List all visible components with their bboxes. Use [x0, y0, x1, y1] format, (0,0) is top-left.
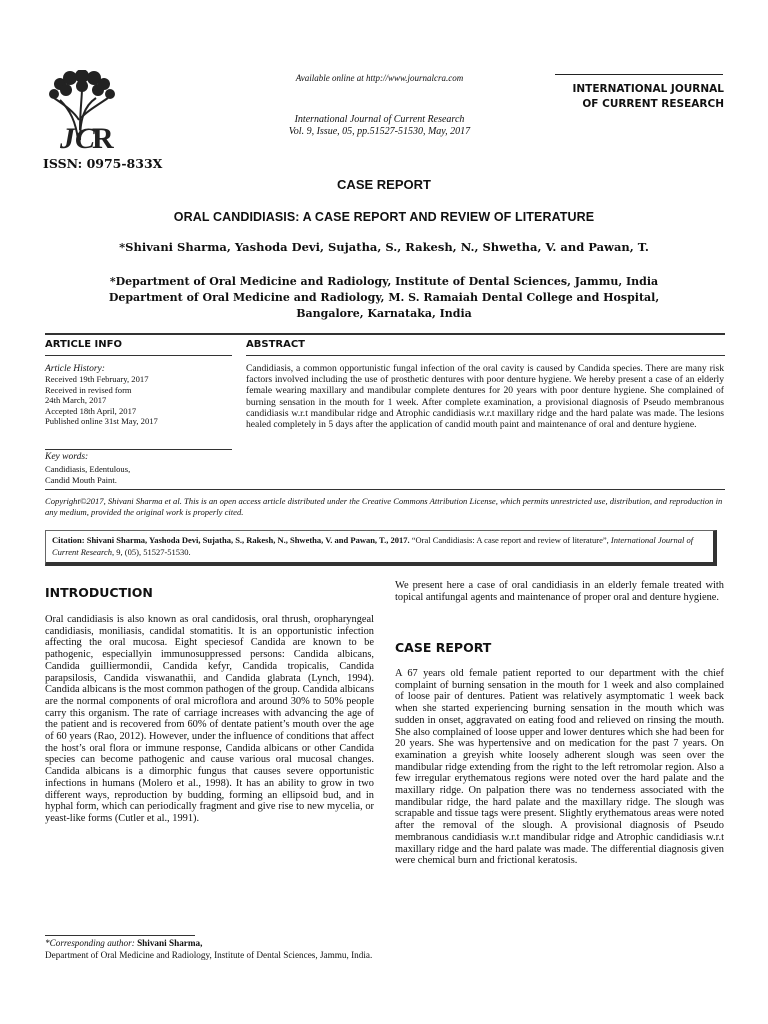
journal-info	[270, 114, 489, 138]
svg-text:R: R	[92, 122, 114, 150]
journal-full-name: International Journal of Current Research	[294, 114, 465, 125]
volume-info: Vol. 9, Issue, 05, pp.51527-51530, May, 2017	[288, 126, 471, 137]
abstract-text: Candidiasis, a common opportunistic fungal infection of the oral cavity is caused by Candida species. There are many risk factors involved including the use of prosthetic dentures with poor denture hygiene. We hereby present a case of an elderly female wearing maxillary and mandibular complete dentures for 20 years with poor denture hygiene. She complained of burning sensation in the mouth for 1 week. After complete examination, a provisional diagnosis of Pseudo membranous candidiasis w.r.t mandibular ridge and Atrophic candidiasis w.r.t maxillary ridge and the hard palate was made. The lesions healed completely in 5 days after the application of candid mouth paint and maintenance of oral and denture hygiene.	[246, 363, 724, 431]
abstract-rule	[246, 355, 725, 356]
issn: ISSN: 0975-833X	[43, 156, 163, 171]
journal-title: INTERNATIONAL JOURNAL OF CURRENT RESEARCH	[572, 83, 724, 110]
top-rule	[45, 333, 725, 335]
authors: *Shivani Sharma, Yashoda Devi, Sujatha, S., Rakesh, N., Shwetha, V. and Pawan, T.	[119, 240, 649, 254]
citation-rest: , 9, (05), 51527-51530.	[112, 546, 191, 557]
case-report-heading: CASE REPORT	[395, 640, 492, 655]
abstract-heading: ABSTRACT	[246, 339, 305, 350]
citation-authors: Shivani Sharma, Yashoda Devi, Sujatha, S., Rakesh, N., Shwetha, V. and Pawan, T., 2017.	[84, 535, 410, 545]
paper-title: ORAL CANDIDIASIS: A CASE REPORT AND REVIEW OF LITERATURE	[173, 210, 595, 224]
introduction-heading: INTRODUCTION	[45, 585, 153, 600]
introduction-text: Oral candidiasis is also known as oral candidosis, oral thrush, oropharyngeal candidiasis, moniliasis, candidal stomatitis. It is an opportunistic infection affecting the oral mucosa. Eight speciesof Candida are known to be pathogenic, especiallyin immunosuppressed persons: Candida albicans, Candida guilliermondii, Candida kefyr, Candida tropicalis, Candida parapsilosis, Candida viswanathii, and Candida glabrata (Lynch, 1994). Candida albicans is the most common pathogen of the group. Candida albicans are the normal components of oral microflora and around 30% to 50% people carry this organism. The rate of carriage increases with advancing the age of the patient and is recovered from 60% of dentate patient’s mouth over the age of 60 years (Rao, 2012). However, under the influence of conditions that affect the host’s oral flora or immune response, Candida albicans or other Candida species can become pathogenic and cause various oral mucosal changes. Candida albicans is a dimorphic fungus that causes severe opportunistic infections in humans (Molero et al., 1998). It has an ability to grow in two different ways, reproduction by budding, forming an ellipsoid bud, and in hyphal form, which can periodically fragment and give rise to new mycelia, or yeast-like forms (Cutler et al., 1991).	[45, 614, 374, 824]
history-item: Accepted 18th April, 2017	[45, 405, 137, 416]
history-item: Published online 31st May, 2017	[45, 416, 158, 426]
keywords: Key words: Candidiasis, Edentulous, Candid Mouth Paint.	[45, 452, 230, 486]
keyword-item: Candid Mouth Paint.	[45, 475, 117, 485]
affiliations: *Department of Oral Medicine and Radiology, Institute of Dental Sciences, Jammu, India Department of Oral Medicine and Radiology, M. S. Ramaiah Dental College and Hospital, Bangalore, Karnataka, India	[108, 275, 660, 320]
copyright-notice: Copyright©2017, Shivani Sharma et al. This is an open access article distributed under the Creative Commons Attribution License, which permits unrestricted use, distribution, and reproduction in any medium, provided the original work is properly cited.	[45, 496, 723, 517]
bottom-rule	[45, 489, 725, 490]
citation-label: Citation:	[52, 535, 85, 545]
intro-continued: We present here a case of oral candidiasis in an elderly female treated with topical antifungal agents and maintenance of proper oral and denture hygiene.	[395, 580, 724, 603]
case-report-text: A 67 years old female patient reported to our department with the chief complaint of burning sensation in the mouth for 1 week and also complained of loose pair of dentures. Patient was relatively asymptomatic 1 week back when she started experiencing burning sensation in the mouth which was sudden in onset, aggravated on eating food and relieved on rinsing the mouth. She also complained of loose upper and lower dentures which she had been for 20 years. She was hypertensive and on medication for the past 7 years. On examination a greyish white loosely adherent slough was seen over the mandibular ridge extending from the right to the left retromolar region. Also a few irregular erythematous regions were noted over the hard palate and the maxillary ridge. On palpation there was no tenderness associated with the mandibular ridge, the hard palate and the maxillary ridge. The slough was scrapable and tissue tags were present. Slightly erythematous areas were noted after the removal of the slough. A provisional diagnosis of Pseudo membranous candidiasis w.r.t mandibular ridge and Atrophic candidiasis w.r.t maxillary ridge and the hard palate was made. The differential diagnosis given were chemical burn and frictional keratosis.	[395, 668, 724, 867]
history-item: Received 19th February, 2017	[45, 374, 149, 384]
citation-title: “Oral Candidiasis: A case report and review of literature”,	[409, 535, 611, 545]
available-online-link[interactable]: Available online at http://www.journalcra.com	[295, 73, 464, 83]
svg-text:JC: JC	[60, 122, 96, 150]
header-rule	[555, 74, 723, 75]
article-type: CASE REPORT	[337, 177, 431, 192]
corresponding-author: *Corresponding author: Shivani Sharma, Department of Oral Medicine and Radiology, Institute of Dental Sciences, Jammu, India.	[45, 938, 373, 960]
article-info-rule	[45, 355, 232, 356]
journal-logo	[40, 70, 130, 150]
article-history: Article History: Received 19th February, 2017 Received in revised form 24th March, 2017 Accepted 18th April, 2017 Published online 31st May, 2017	[45, 364, 230, 427]
keyword-item: Candidiasis, Edentulous,	[45, 464, 131, 474]
keywords-rule	[45, 449, 232, 450]
footnote-rule	[45, 935, 195, 936]
history-item: Received in revised form	[45, 384, 132, 395]
article-info-heading: ARTICLE INFO	[45, 339, 122, 350]
citation-journal: International Journal of Current Research	[52, 535, 694, 557]
citation-box	[45, 530, 717, 566]
history-item: 24th March, 2017	[45, 395, 107, 405]
